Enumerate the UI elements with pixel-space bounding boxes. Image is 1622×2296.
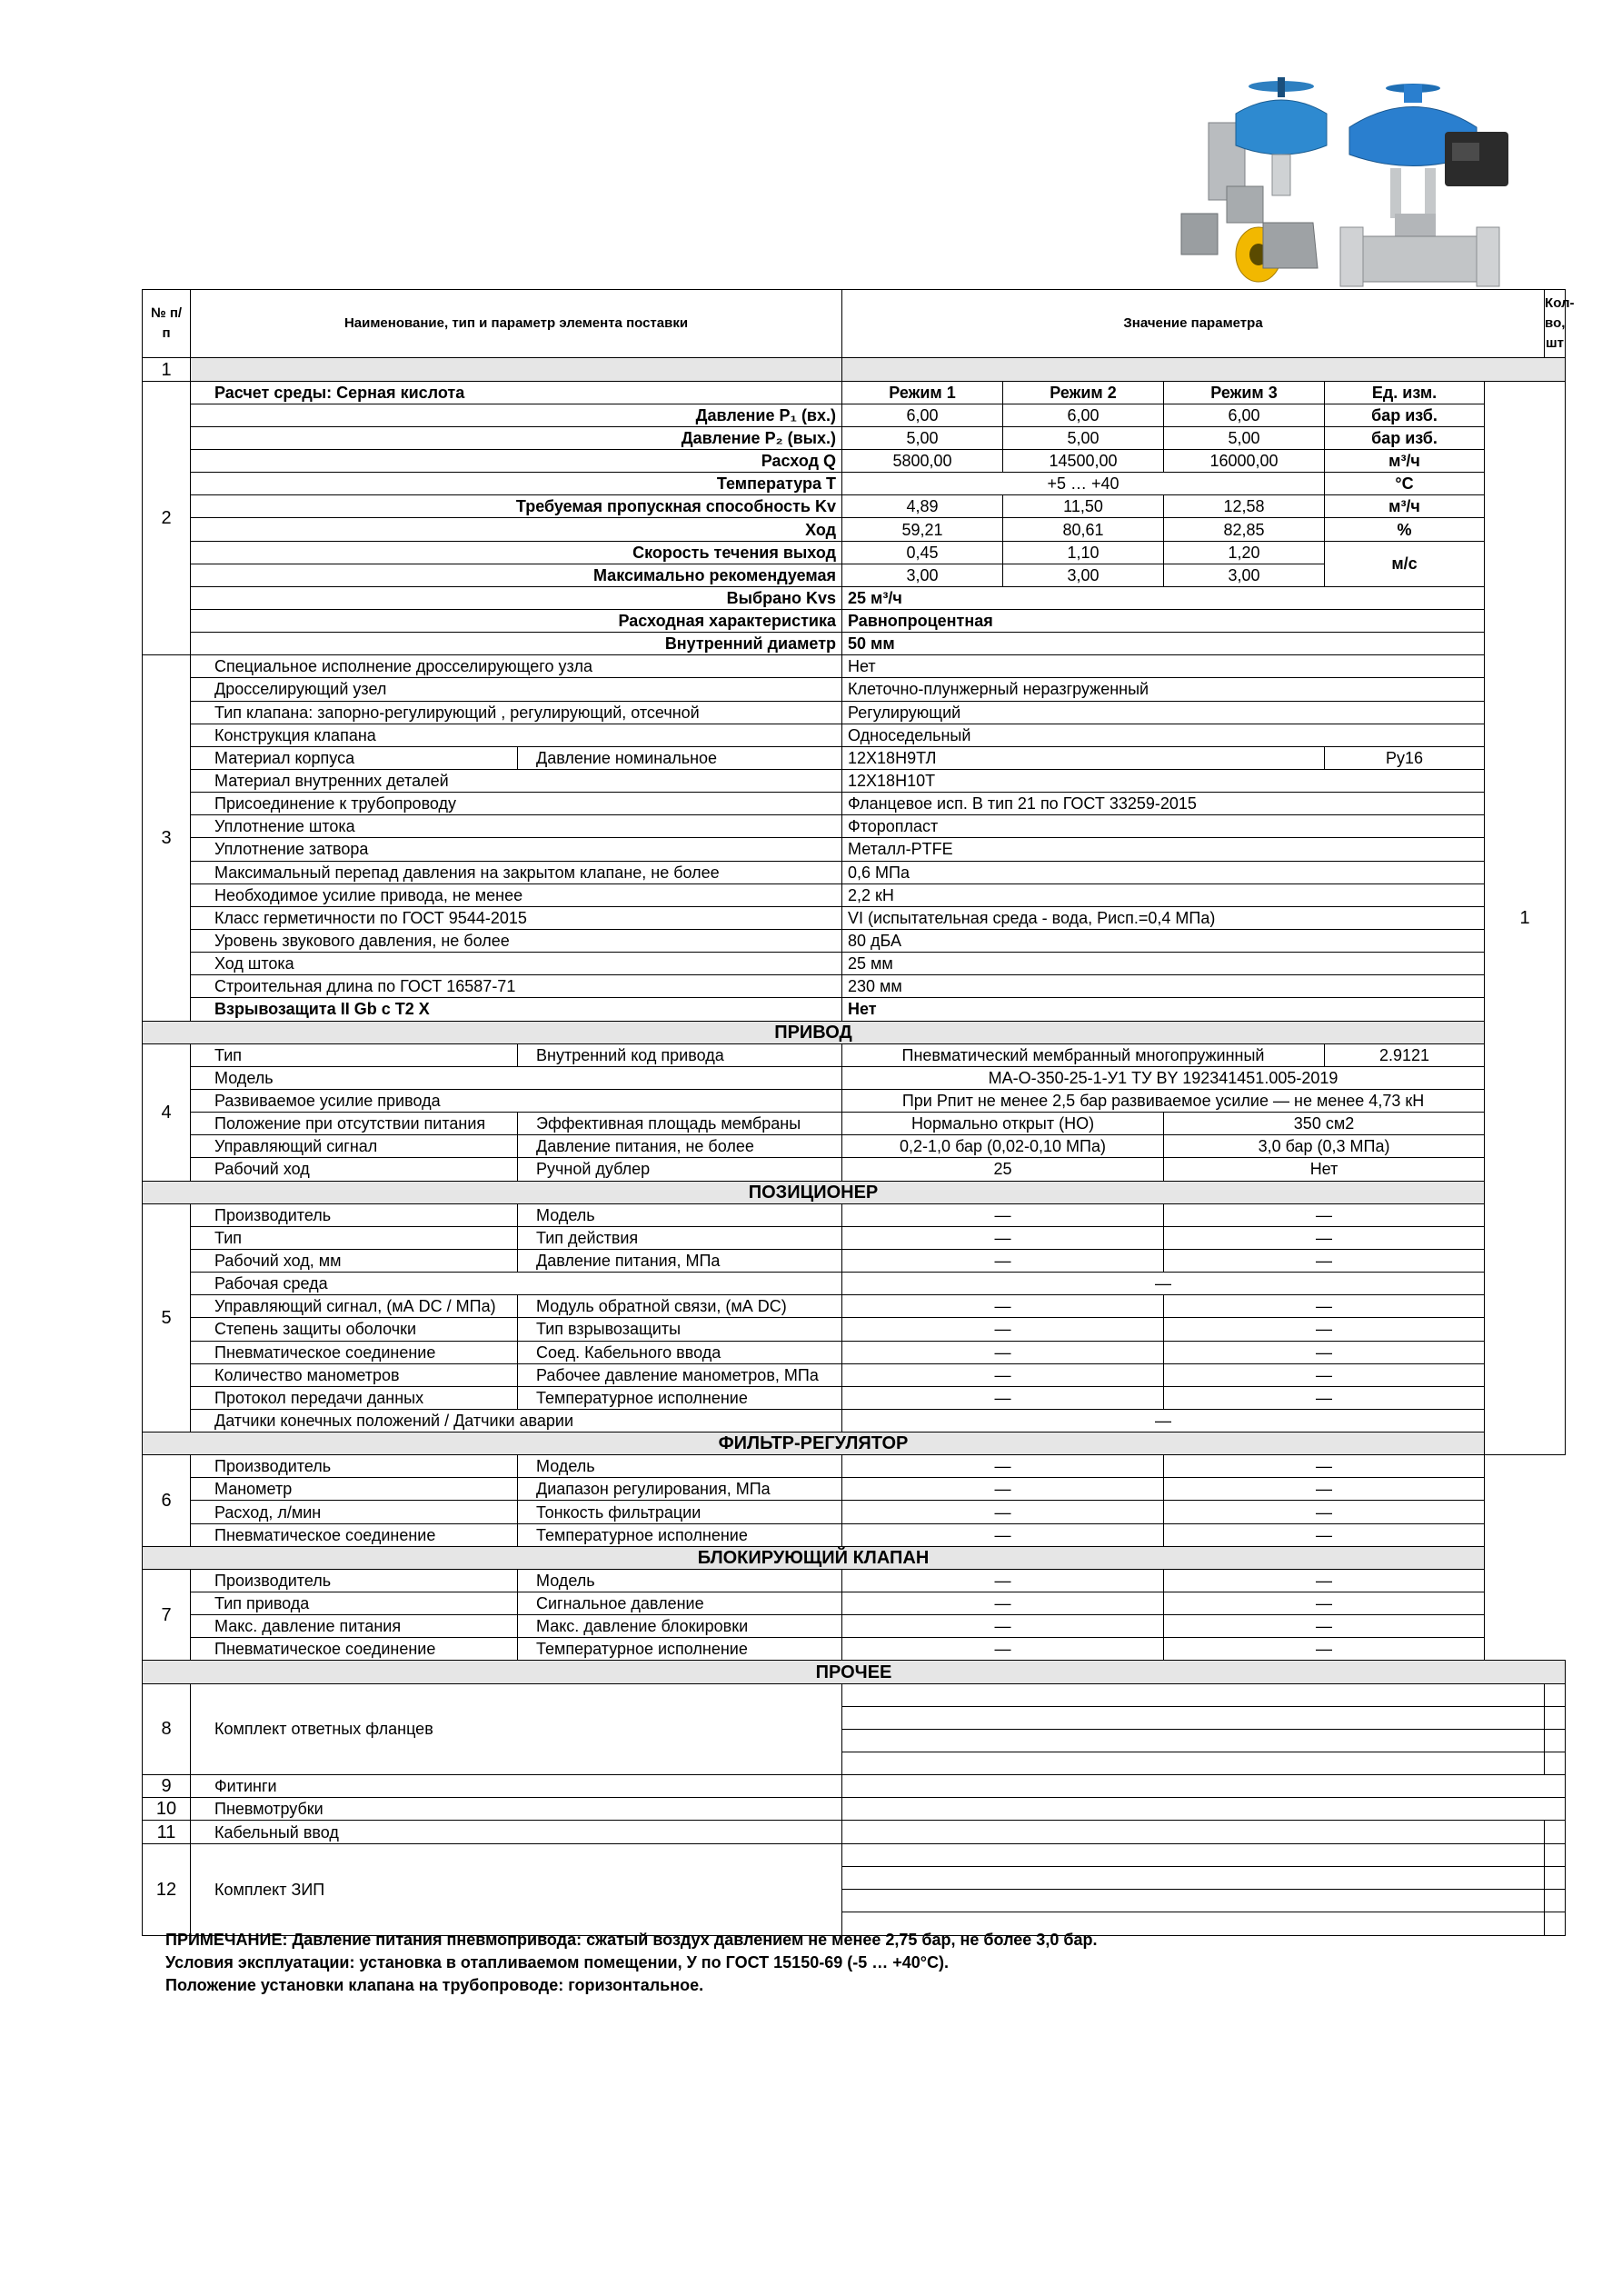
nominal-pressure-value: Ру16	[1325, 746, 1485, 769]
other-section-title: ПРОЧЕЕ	[143, 1661, 1566, 1683]
row-2-no: 2	[143, 381, 191, 655]
temperature-label: Температура T	[191, 473, 842, 495]
valve-param-value: 230 мм	[842, 975, 1485, 998]
filter-value-1: —	[842, 1523, 1164, 1546]
blocking-param-a: Производитель	[191, 1569, 518, 1592]
kv-mode-3: 12,58	[1164, 495, 1325, 518]
characteristic-value: Равнопроцентная	[842, 610, 1485, 633]
blocking-value-1: —	[842, 1592, 1164, 1615]
characteristic-label: Расходная характеристика	[191, 610, 842, 633]
blocking-value-2: —	[1164, 1569, 1485, 1592]
manual-override-value: Нет	[1164, 1158, 1485, 1181]
positioner-value-1: —	[842, 1295, 1164, 1318]
kv-mode-2: 11,50	[1003, 495, 1164, 518]
unit-header: Ед. изм.	[1325, 381, 1485, 404]
valve-param-label: Строительная длина по ГОСТ 16587-71	[191, 975, 842, 998]
spare-parts-qty	[1545, 1889, 1566, 1912]
valve-param-label: Присоединение к трубопроводу	[191, 793, 842, 815]
specification-table	[142, 289, 1575, 1936]
qty-value: 1	[1485, 381, 1566, 1455]
positioner-param-b: Температурное исполнение	[518, 1386, 842, 1409]
spare-parts-qty	[1545, 1866, 1566, 1889]
stroke-pct-mode-3: 82,85	[1164, 518, 1325, 541]
valve-param-label: Необходимое усилие привода, не менее	[191, 883, 842, 906]
positioner-param-a: Пневматическое соединение	[191, 1341, 518, 1363]
positioner-medium-label: Рабочая среда	[191, 1273, 842, 1295]
explosion-protection-label: Взрывозащита II Gb c T2 X	[191, 998, 842, 1021]
p1-mode-1: 6,00	[842, 404, 1003, 426]
valve-param-label: Дросселирующий узел	[191, 678, 842, 701]
blocking-param-a: Тип привода	[191, 1592, 518, 1615]
valve-param-label: Конструкция клапана	[191, 724, 842, 746]
actuator-force-label: Развиваемое усилие привода	[191, 1089, 842, 1112]
p1-mode-3: 6,00	[1164, 404, 1325, 426]
filter-value-2: —	[1164, 1501, 1485, 1523]
mode-3-header: Режим 3	[1164, 381, 1325, 404]
actuator-force-value: При Рпит не менее 2,5 бар развиваемое усилие — не менее 4,73 кН	[842, 1089, 1485, 1112]
kvs-label: Выбрано Kvs	[191, 586, 842, 609]
row-8-no: 8	[143, 1683, 191, 1775]
note-position: Положение установки клапана на трубопроводе: горизонтальное.	[165, 1976, 704, 1994]
positioner-medium-value: —	[842, 1273, 1485, 1295]
kv-mode-1: 4,89	[842, 495, 1003, 518]
row-11-no: 11	[143, 1821, 191, 1843]
membrane-area-label: Эффективная площадь мембраны	[518, 1113, 842, 1135]
header-qty: Кол-во, шт	[1545, 290, 1566, 358]
tubes-label: Пневмотрубки	[191, 1798, 842, 1821]
filter-param-a: Расход, л/мин	[191, 1501, 518, 1523]
tubes-value	[842, 1798, 1566, 1821]
fail-position-value: Нормально открыт (НО)	[842, 1113, 1164, 1135]
stroke-pct-unit: %	[1325, 518, 1485, 541]
positioner-value-1: —	[842, 1341, 1164, 1363]
p2-mode-3: 5,00	[1164, 426, 1325, 449]
flow-label: Расход Q	[191, 450, 842, 473]
positioner-value-1: —	[842, 1226, 1164, 1249]
valve-param-label: Тип клапана: запорно-регулирующий , регулирующий, отсечной	[191, 701, 842, 724]
row-1-value	[842, 358, 1566, 381]
actuator-type-value: Пневматический мембранный многопружинный	[842, 1043, 1325, 1066]
supply-pressure-label: Давление питания, не более	[518, 1135, 842, 1158]
row-5-no: 5	[143, 1203, 191, 1432]
fail-position-label: Положение при отсутствии питания	[191, 1113, 518, 1135]
positioner-value-1: —	[842, 1386, 1164, 1409]
valve-param-label: Максимальный перепад давления на закрытом клапане, не более	[191, 861, 842, 883]
notes-block	[165, 1929, 1097, 1997]
positioner-param-a: Производитель	[191, 1203, 518, 1226]
filter-param-b: Температурное исполнение	[518, 1523, 842, 1546]
header-name: Наименование, тип и параметр элемента поставки	[191, 290, 842, 358]
positioner-value-2: —	[1164, 1295, 1485, 1318]
filter-param-a: Манометр	[191, 1478, 518, 1501]
valve-param-label: Специальное исполнение дросселирующего узла	[191, 655, 842, 678]
spare-parts-value	[842, 1866, 1545, 1889]
valve-param-value: 0,6 МПа	[842, 861, 1485, 883]
blocking-param-a: Пневматическое соединение	[191, 1638, 518, 1661]
p2-mode-1: 5,00	[842, 426, 1003, 449]
filter-value-1: —	[842, 1478, 1164, 1501]
header-value: Значение параметра	[842, 290, 1545, 358]
note-conditions: Условия эксплуатации: установка в отапливаемом помещении, У по ГОСТ 15150-69 (-5 … +40°C).	[165, 1953, 949, 1972]
positioner-value-2: —	[1164, 1249, 1485, 1272]
filter-param-a: Производитель	[191, 1455, 518, 1478]
blocking-value-2: —	[1164, 1592, 1485, 1615]
diameter-value: 50 мм	[842, 633, 1485, 655]
row-12-no: 12	[143, 1843, 191, 1935]
stroke-pct-mode-1: 59,21	[842, 518, 1003, 541]
p2-label: Давление P₂ (вых.)	[191, 426, 842, 449]
temperature-value: +5 … +40	[842, 473, 1325, 495]
mode-2-header: Режим 2	[1003, 381, 1164, 404]
filter-value-2: —	[1164, 1455, 1485, 1478]
spare-parts-value	[842, 1889, 1545, 1912]
positioner-param-b: Рабочее давление манометров, МПа	[518, 1363, 842, 1386]
positioner-section-title: ПОЗИЦИОНЕР	[143, 1181, 1485, 1203]
header-no: № п/п	[143, 290, 191, 358]
control-signal-value: 0,2-1,0 бар (0,02-0,10 МПа)	[842, 1135, 1164, 1158]
flow-mode-3: 16000,00	[1164, 450, 1325, 473]
flanges-qty	[1545, 1706, 1566, 1729]
p1-unit: бар изб.	[1325, 404, 1485, 426]
p2-mode-2: 5,00	[1003, 426, 1164, 449]
flanges-value	[842, 1752, 1545, 1775]
valve-param-value: Клеточно-плунжерный неразгруженный	[842, 678, 1485, 701]
velocity-mode-3: 1,20	[1164, 541, 1325, 564]
positioner-param-b: Модель	[518, 1203, 842, 1226]
diameter-label: Внутренний диаметр	[191, 633, 842, 655]
valve-param-label: Уровень звукового давления, не более	[191, 929, 842, 952]
row-9-no: 9	[143, 1775, 191, 1798]
blocking-value-2: —	[1164, 1638, 1485, 1661]
flow-unit: м³/ч	[1325, 450, 1485, 473]
row-4-no: 4	[143, 1043, 191, 1181]
valve-param-label: Класс герметичности по ГОСТ 9544-2015	[191, 906, 842, 929]
p1-mode-2: 6,00	[1003, 404, 1164, 426]
positioner-param-a: Рабочий ход, мм	[191, 1249, 518, 1272]
flanges-value	[842, 1729, 1545, 1752]
valve-param-value: 80 дБА	[842, 929, 1485, 952]
cable-entry-value	[842, 1821, 1545, 1843]
fittings-label: Фитинги	[191, 1775, 842, 1798]
valve-param-value: 2,2 кН	[842, 883, 1485, 906]
positioner-value-2: —	[1164, 1386, 1485, 1409]
max-velocity-mode-3: 3,00	[1164, 564, 1325, 586]
actuator-section-title: ПРИВОД	[143, 1021, 1485, 1043]
filter-param-b: Модель	[518, 1455, 842, 1478]
body-material-label: Материал корпуса	[191, 746, 518, 769]
blocking-param-a: Макс. давление питания	[191, 1615, 518, 1638]
positioner-param-a: Количество манометров	[191, 1363, 518, 1386]
positioner-value-1: —	[842, 1363, 1164, 1386]
max-velocity-label: Максимально рекомендуемая	[191, 564, 842, 586]
valve-param-label: Материал внутренних деталей	[191, 769, 842, 792]
note-supply: ПРИМЕЧАНИЕ: Давление питания пневмопривода: сжатый воздух давлением не менее 2,75 бар, не более 3,0 бар.	[165, 1931, 1098, 1949]
max-velocity-mode-1: 3,00	[842, 564, 1003, 586]
kv-label: Требуемая пропускная способность Kv	[191, 495, 842, 518]
valve-param-value: Фторопласт	[842, 815, 1485, 838]
positioner-value-2: —	[1164, 1363, 1485, 1386]
positioner-param-b: Тип действия	[518, 1226, 842, 1249]
flanges-label: Комплект ответных фланцев	[191, 1683, 842, 1775]
valve-param-value: 25 мм	[842, 953, 1485, 975]
control-valve-image	[1172, 77, 1518, 291]
flanges-qty	[1545, 1683, 1566, 1706]
flanges-value	[842, 1706, 1545, 1729]
membrane-area-value: 350 см2	[1164, 1113, 1485, 1135]
spare-parts-qty	[1545, 1912, 1566, 1936]
p2-unit: бар изб.	[1325, 426, 1485, 449]
blocking-param-b: Температурное исполнение	[518, 1638, 842, 1661]
valve-param-value: VI (испытательная среда - вода, Рисп.=0,4 МПа)	[842, 906, 1485, 929]
velocity-label: Скорость течения выход	[191, 541, 842, 564]
actuator-type-label: Тип	[191, 1043, 518, 1066]
positioner-param-a: Тип	[191, 1226, 518, 1249]
actuator-model-label: Модель	[191, 1066, 842, 1089]
cable-entry-qty	[1545, 1821, 1566, 1843]
blocking-param-b: Сигнальное давление	[518, 1592, 842, 1615]
valve-param-value: 12Х18Н10Т	[842, 769, 1485, 792]
positioner-param-a: Степень защиты оболочки	[191, 1318, 518, 1341]
supply-pressure-value: 3,0 бар (0,3 МПа)	[1164, 1135, 1485, 1158]
positioner-value-2: —	[1164, 1318, 1485, 1341]
kvs-value: 25 м³/ч	[842, 586, 1485, 609]
valve-param-label: Уплотнение штока	[191, 815, 842, 838]
positioner-value-1: —	[842, 1249, 1164, 1272]
spare-parts-qty	[1545, 1843, 1566, 1866]
velocity-unit: м/с	[1325, 541, 1485, 586]
blocking-value-2: —	[1164, 1615, 1485, 1638]
filter-section-title: ФИЛЬТР-РЕГУЛЯТОР	[143, 1433, 1485, 1455]
valve-param-value: Металл-PTFE	[842, 838, 1485, 861]
flow-mode-1: 5800,00	[842, 450, 1003, 473]
flanges-value	[842, 1683, 1545, 1706]
max-velocity-mode-2: 3,00	[1003, 564, 1164, 586]
valve-right-image	[1340, 84, 1508, 286]
positioner-sensors-label: Датчики конечных положений / Датчики аварии	[191, 1409, 842, 1432]
velocity-mode-1: 0,45	[842, 541, 1003, 564]
temperature-unit: °С	[1325, 473, 1485, 495]
working-stroke-label: Рабочий ход	[191, 1158, 518, 1181]
actuator-code-value: 2.9121	[1325, 1043, 1485, 1066]
fittings-value	[842, 1775, 1566, 1798]
positioner-value-1: —	[842, 1318, 1164, 1341]
stroke-pct-label: Ход	[191, 518, 842, 541]
body-material-value: 12Х18Н9ТЛ	[842, 746, 1325, 769]
velocity-mode-2: 1,10	[1003, 541, 1164, 564]
blocking-section-title: БЛОКИРУЮЩИЙ КЛАПАН	[143, 1546, 1485, 1569]
valve-param-value: Регулирующий	[842, 701, 1485, 724]
filter-value-2: —	[1164, 1478, 1485, 1501]
control-signal-label: Управляющий сигнал	[191, 1135, 518, 1158]
filter-value-2: —	[1164, 1523, 1485, 1546]
filter-param-b: Тонкость фильтрации	[518, 1501, 842, 1523]
mode-1-header: Режим 1	[842, 381, 1003, 404]
valve-param-value: Нет	[842, 655, 1485, 678]
flanges-qty	[1545, 1752, 1566, 1775]
positioner-param-b: Соед. Кабельного ввода	[518, 1341, 842, 1363]
stroke-pct-mode-2: 80,61	[1003, 518, 1164, 541]
medium-label: Расчет среды: Серная кислота	[191, 381, 842, 404]
manual-override-label: Ручной дублер	[518, 1158, 842, 1181]
filter-value-1: —	[842, 1501, 1164, 1523]
blocking-value-1: —	[842, 1569, 1164, 1592]
positioner-value-2: —	[1164, 1341, 1485, 1363]
row-7-no: 7	[143, 1569, 191, 1661]
row-6-no: 6	[143, 1455, 191, 1547]
kv-unit: м³/ч	[1325, 495, 1485, 518]
positioner-param-a: Протокол передачи данных	[191, 1386, 518, 1409]
filter-param-a: Пневматическое соединение	[191, 1523, 518, 1546]
actuator-code-label: Внутренний код привода	[518, 1043, 842, 1066]
blocking-param-b: Модель	[518, 1569, 842, 1592]
actuator-model-value: МА-О-350-25-1-У1 ТУ BY 192341451.005-2019	[842, 1066, 1485, 1089]
positioner-param-b: Давление питания, МПа	[518, 1249, 842, 1272]
positioner-value-1: —	[842, 1203, 1164, 1226]
filter-value-1: —	[842, 1455, 1164, 1478]
nominal-pressure-label: Давление номинальное	[518, 746, 842, 769]
blocking-value-1: —	[842, 1638, 1164, 1661]
valve-param-label: Ход штока	[191, 953, 842, 975]
explosion-protection-value: Нет	[842, 998, 1485, 1021]
valve-param-value: Односедельный	[842, 724, 1485, 746]
row-3-no: 3	[143, 655, 191, 1021]
spare-parts-label: Комплект ЗИП	[191, 1843, 842, 1935]
working-stroke-value: 25	[842, 1158, 1164, 1181]
positioner-param-b: Тип взрывозащиты	[518, 1318, 842, 1341]
flow-mode-2: 14500,00	[1003, 450, 1164, 473]
row-1-name	[191, 358, 842, 381]
flanges-qty	[1545, 1729, 1566, 1752]
row-1-no: 1	[143, 358, 191, 381]
blocking-value-1: —	[842, 1615, 1164, 1638]
valve-param-label: Уплотнение затвора	[191, 838, 842, 861]
blocking-param-b: Макс. давление блокировки	[518, 1615, 842, 1638]
valve-param-value: Фланцевое исп. В тип 21 по ГОСТ 33259-2015	[842, 793, 1485, 815]
positioner-param-a: Управляющий сигнал, (мА DC / МПа)	[191, 1295, 518, 1318]
filter-param-b: Диапазон регулирования, МПа	[518, 1478, 842, 1501]
positioner-param-b: Модуль обратной связи, (мА DC)	[518, 1295, 842, 1318]
spare-parts-value	[842, 1843, 1545, 1866]
row-10-no: 10	[143, 1798, 191, 1821]
positioner-sensors-value: —	[842, 1409, 1485, 1432]
positioner-value-2: —	[1164, 1203, 1485, 1226]
p1-label: Давление P₁ (вх.)	[191, 404, 842, 426]
valve-left-image	[1181, 77, 1327, 282]
positioner-value-2: —	[1164, 1226, 1485, 1249]
cable-entry-label: Кабельный ввод	[191, 1821, 842, 1843]
